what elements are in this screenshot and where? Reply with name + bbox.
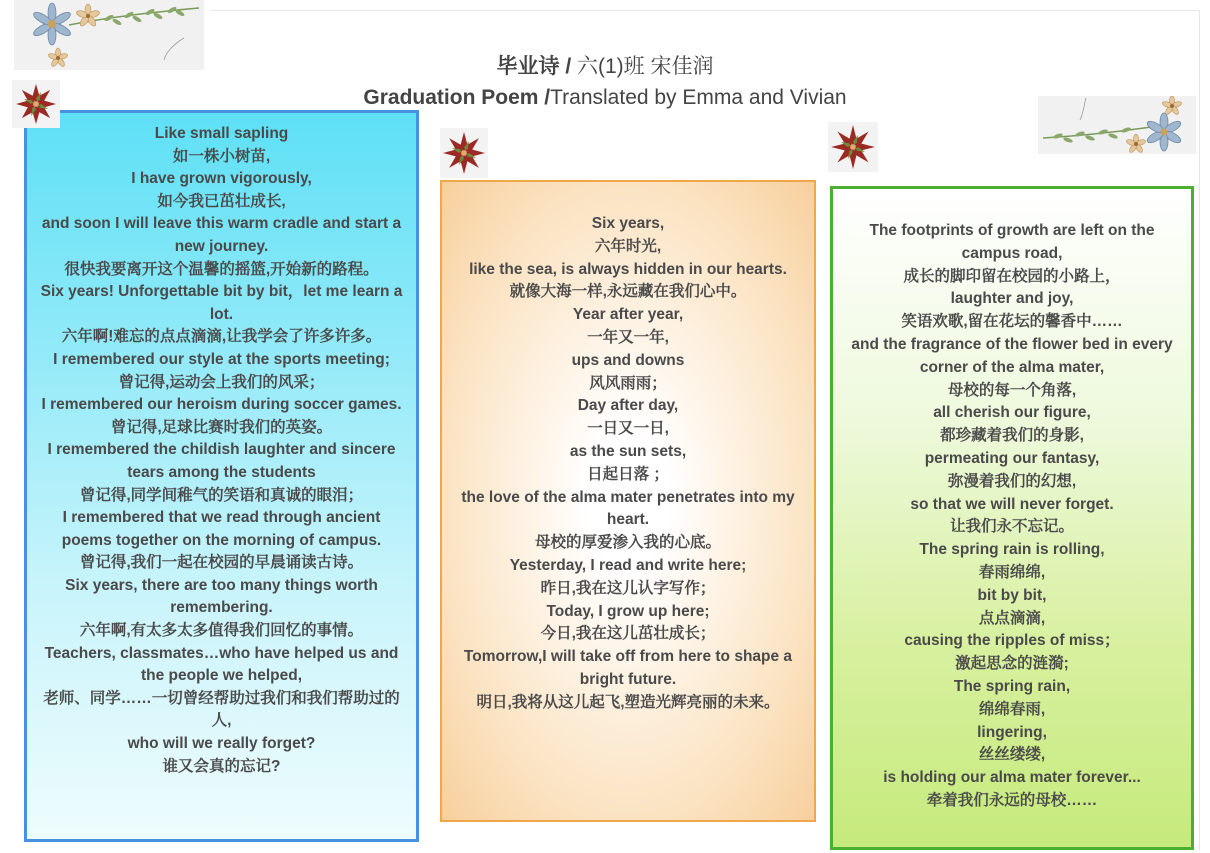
poem-line: Day after day, <box>577 397 679 415</box>
poem-line: and the fragrance of the flower bed in every corner of the alma mater, <box>851 335 1173 376</box>
poem-line: I remembered the childish laughter and sincere tears among the students <box>47 441 396 481</box>
poem-line: 成长的脚印留在校园的小路上， <box>903 267 1121 285</box>
poem-line: all cherish our figure, <box>933 404 1091 422</box>
poem-line: bit by bit, <box>977 586 1047 604</box>
poem-line: 风风雨雨； <box>589 374 667 392</box>
poem-panel-middle <box>440 180 816 822</box>
poem-line: Yesterday, I read and write here; <box>509 556 747 574</box>
poem-line: 母校的厚爱渗入我的心底。 <box>534 534 721 552</box>
title-cn-author: 六(1)班 宋佳润 <box>577 55 714 78</box>
poem-line: as the sun sets, <box>569 442 687 460</box>
poem-line: 就像大海一样,永远藏在我们心中。 <box>509 283 747 301</box>
title-english <box>0 83 1210 113</box>
poem-line: I remembered our heroism during soccer games. <box>41 396 402 414</box>
poem-line: 昨日,我在这儿认字写作； <box>540 579 716 597</box>
title-chinese <box>0 52 1210 82</box>
poem-line: 春雨绵绵, <box>978 563 1046 581</box>
poem-line: 笑语欢歌,留在花坛的馨香中…… <box>901 313 1123 331</box>
poem-line: 丝丝缕缕, <box>978 746 1046 764</box>
poem-line: Six years, <box>591 215 665 232</box>
poem-line: The spring rain is rolling, <box>919 541 1105 559</box>
poem-line: 让我们永不忘记。 <box>949 518 1074 536</box>
poem-line: and soon I will leave this warm cradle and start a new journey. <box>41 215 402 255</box>
poem-line: 一年又一年, <box>587 328 669 346</box>
poem-line: Six years! Unforgettable bit by bit，let me learn a lot. <box>40 283 403 323</box>
poem-line: 明日,我将从这儿起飞,塑造光辉亮丽的未来。 <box>476 693 780 711</box>
poem-line: 六年啊!难忘的点点滴滴,让我学会了许多许多。 <box>61 328 382 346</box>
poem-panel-left <box>24 110 419 842</box>
poem-line: Teachers, classmates…who have helped us and the people we helped, <box>44 644 399 685</box>
poem-line: 如今我已茁壮成长, <box>157 192 286 210</box>
page-top-border <box>210 10 1200 11</box>
poem-line: laughter and joy, <box>950 290 1074 308</box>
poem-line: Six years, there are too many things worth remembering. <box>65 576 378 617</box>
poem-line: I have grown vigorously, <box>131 170 312 188</box>
title-cn-separator: / <box>559 55 577 78</box>
poem-line: lingering, <box>977 723 1047 741</box>
poem-line: is holding our alma mater forever... <box>883 769 1141 787</box>
flower-icon <box>12 80 60 128</box>
title-cn: 毕业诗 <box>496 55 560 78</box>
poem-line: 日起日落 ； <box>587 465 669 483</box>
poem-line: 六年啊,有太多太多值得我们回忆的事情。 <box>79 622 364 640</box>
poem-line: Today, I grow up here; <box>546 602 710 620</box>
flower-icon <box>440 128 488 178</box>
poem-line: 老师、同学……一切曾经帮助过我们和我们帮助过的人, <box>43 689 400 730</box>
poem-line: like the sea, is always hidden in our hearts. <box>469 260 787 278</box>
page-right-border <box>1199 10 1200 850</box>
poem-line: 母校的每一个角落, <box>947 381 1077 399</box>
poem-line: 很快我要离开这个温馨的摇篮,开始新的路程。 <box>64 260 379 278</box>
poem-line: permeating our fantasy, <box>924 449 1100 467</box>
poem-line: 绵绵春雨, <box>978 700 1046 718</box>
poem-line: 今日,我在这儿茁壮成长； <box>540 625 716 643</box>
poem-line: The spring rain, <box>953 677 1071 695</box>
poem-line: 曾记得,运动会上我们的风采； <box>118 373 325 391</box>
poem-line: The footprints of growth are left on the campus road, <box>869 222 1155 262</box>
poem-line: 弥漫着我们的幻想, <box>947 472 1077 490</box>
poem-line: 一日又一日, <box>587 420 669 438</box>
poem-line: 曾记得,同学间稚气的笑语和真诚的眼泪； <box>79 486 364 504</box>
poem-line: 谁又会真的忘记? <box>162 757 281 775</box>
poem-line: I remembered our style at the sports meeting; <box>53 350 390 368</box>
poem-line: Year after year, <box>572 306 684 324</box>
title-en-credit: Translated by Emma and Vivian <box>550 86 847 109</box>
poem-line: 激起思念的涟漪; <box>955 655 1069 673</box>
flower-icon <box>828 122 878 172</box>
poem-line: 六年时光, <box>594 237 662 255</box>
poem-line: who will we really forget? <box>127 735 316 753</box>
poem-line: 曾记得,我们一起在校园的早晨诵读古诗。 <box>79 554 364 572</box>
poem-line: ups and downs <box>571 351 685 369</box>
poem-line: Like small sapling <box>154 125 289 142</box>
poem-line: 牵着我们永远的母校…… <box>926 791 1098 809</box>
poem-line: the love of the alma mater penetrates into my heart. <box>461 488 795 529</box>
poem-line: 都珍藏着我们的身影, <box>940 427 1084 445</box>
poem-line: causing the ripples of miss； <box>904 632 1120 650</box>
poem-line: so that we will never forget. <box>910 495 1114 513</box>
poem-panel-right <box>830 186 1194 850</box>
poem-line: 如一株小树苗, <box>172 147 271 165</box>
poem-line: I remembered that we read through ancient poems together on the morning of campus. <box>61 509 382 549</box>
poem-line: Tomorrow,I will take off from here to shape a bright future. <box>463 648 793 688</box>
poem-line: 曾记得,足球比赛时我们的英姿。 <box>110 418 333 436</box>
poem-line: 点点滴滴, <box>978 609 1046 627</box>
title-en: Graduation Poem / <box>363 86 551 109</box>
